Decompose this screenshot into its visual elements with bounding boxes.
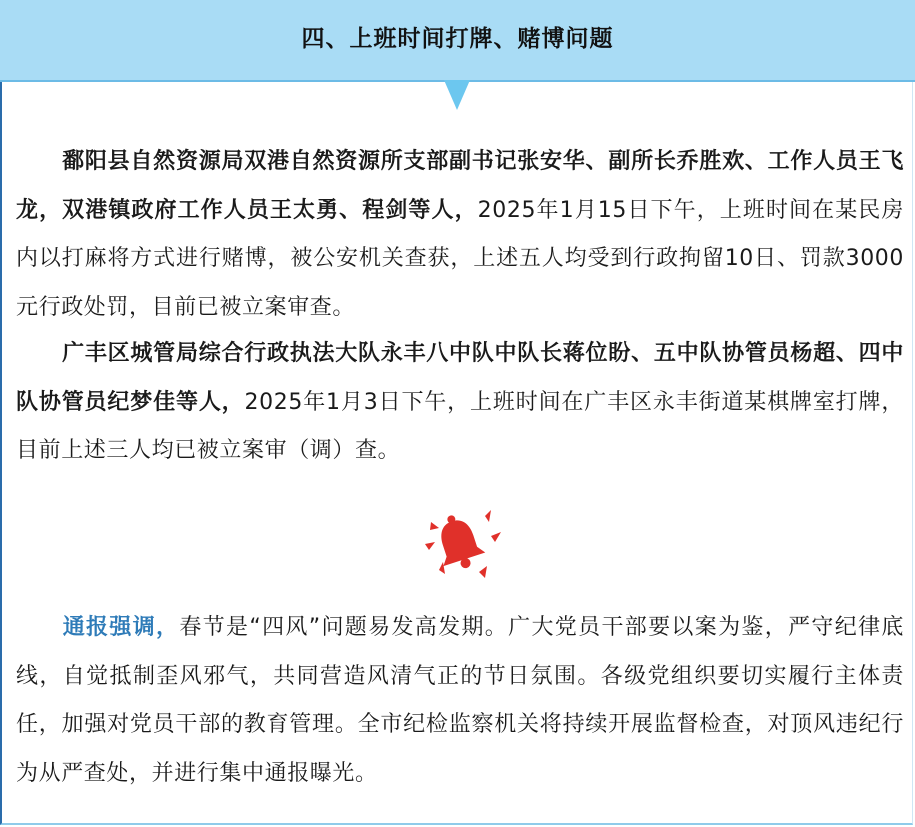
case-paragraph-2: [16, 330, 904, 476]
header-pointer-icon: [444, 80, 470, 110]
case-1-details: 2025年1月15日下午，上班时间在某民房内以打麻将方式进行赌博，被公安机关查获，上述五人均受到行政拘留10日、罚款3000元行政处罚，目前已被立案审查。: [16, 197, 904, 320]
case-2-details: 2025年1月3日下午，上班时间在广丰区永丰街道某棋牌室打牌，目前上述三人均已被立案审（调）查。: [16, 389, 904, 463]
case-2-subjects: 广丰区城管局综合行政执法大队永丰八中队中队长蒋位盼、五中队协管员杨超、四中队协管员纪梦佳等人，: [16, 341, 904, 415]
notice-lead: 通报强调，: [62, 615, 180, 640]
case-paragraph-1: [16, 138, 904, 332]
section-title: 四、上班时间打牌、赌博问题: [301, 25, 614, 52]
notice-paragraph: [16, 604, 904, 798]
case-1-subjects: 鄱阳县自然资源局双港自然资源所支部副书记张安华、副所长乔胜欢、工作人员王飞龙，双港镇政府工作人员王太勇、程剑等人，: [16, 149, 904, 223]
notice-text: 春节是“四风”问题易发高发期。广大党员干部要以案为鉴，严守纪律底线，自觉抵制歪风邪气，共同营造风清气正的节日氛围。各级党组织要切实履行主体责任，加强对党员干部的教育管理。全市纪检监察机关将持续开展监督检查，对顶风违纪行为从严查处，并进行集中通报曝光。: [16, 615, 904, 786]
alarm-bell-icon: [417, 500, 503, 586]
section-header: [0, 0, 915, 82]
